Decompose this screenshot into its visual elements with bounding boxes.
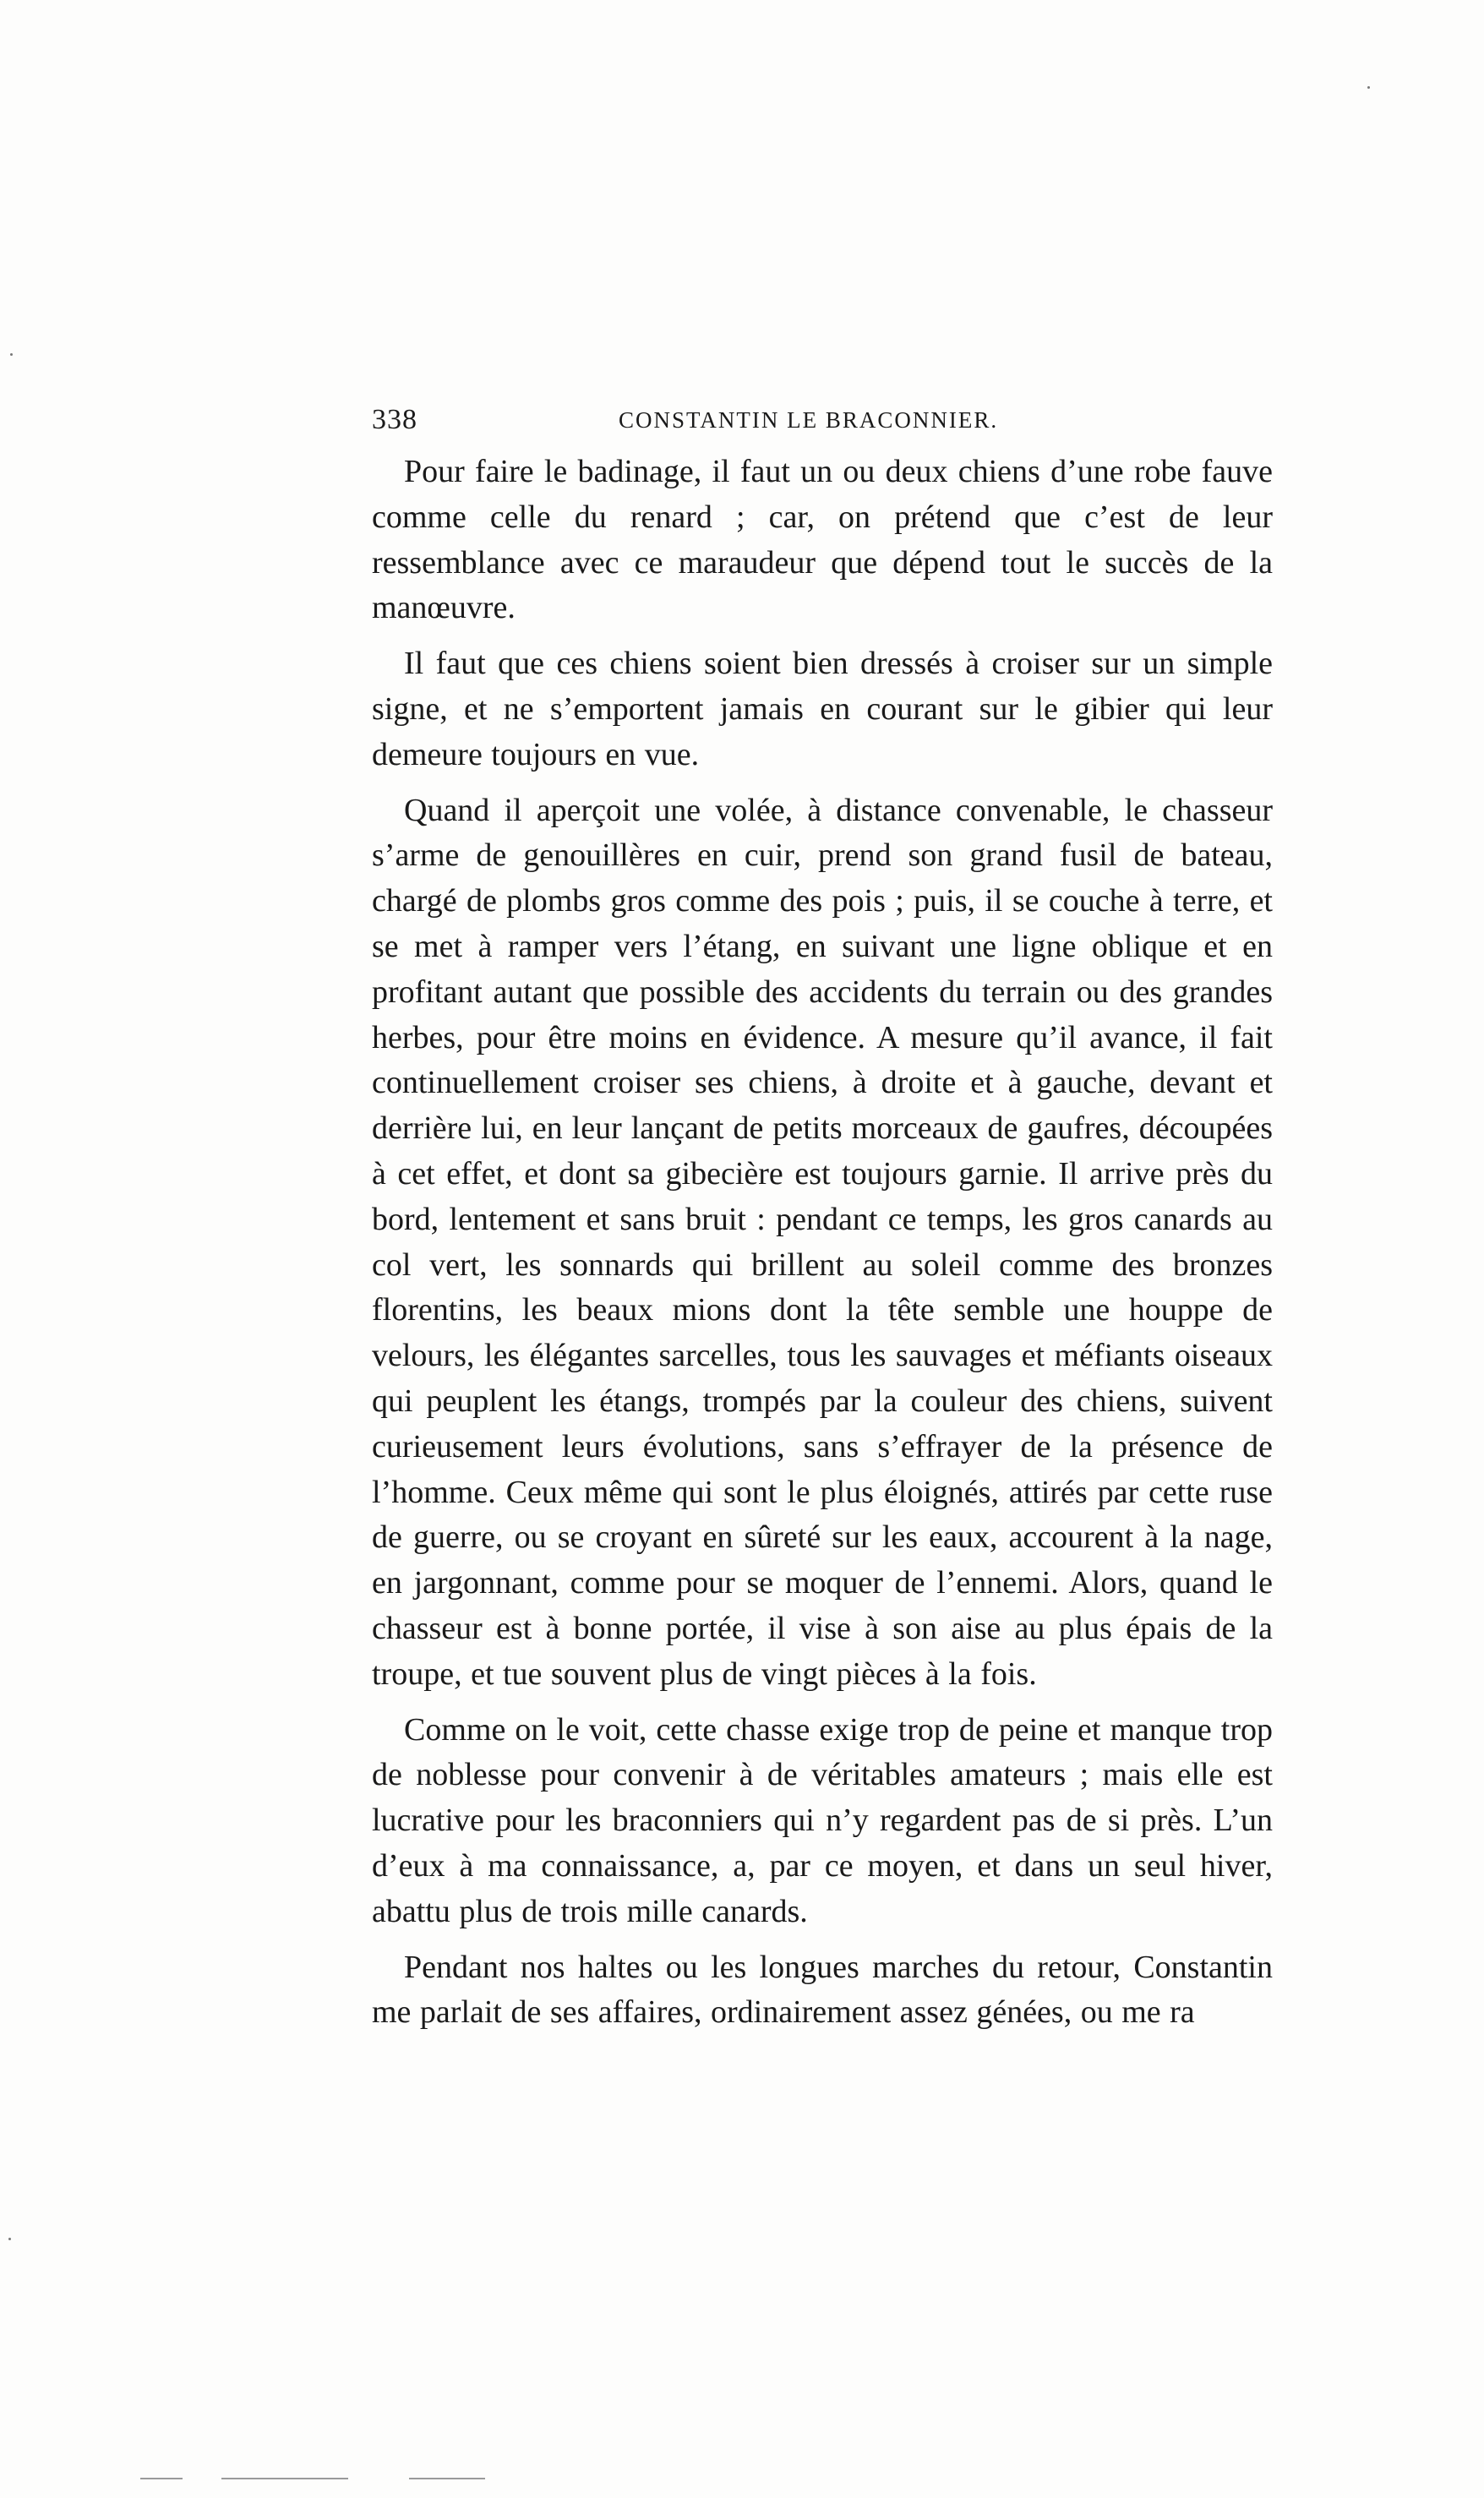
paragraph: Il faut que ces chiens soient bien dressés à croiser sur un simple signe, et ne s’emportent jamais en courant sur le gibier qui leur demeure toujours en vue. — [372, 646, 1273, 772]
scan-speck — [10, 353, 13, 356]
scan-edge-mark — [409, 2478, 485, 2479]
paragraph: Quand il aperçoit une volée, à distance convenable, le chasseur s’arme de genouillères en cuir, prend son grand fusil de bateau, chargé de plombs gros comme des pois ; puis, il se couche à terre, et se met à ramper vers l’étang, en suivant une ligne oblique et en profitant autant que possible des accidents du terrain ou des grandes herbes, pour être moins en évidence. A mesure qu’il avance, il fait continuellement croiser ses chiens, à droite et à gauche, devant et derrière lui, en leur lançant de petits morceaux de gaufres, découpées à cet effet, et dont sa gibecière est toujours garnie. Il arrive près du bord, lentement et sans bruit : pendant ce temps, les gros canards au col vert, les sonnards qui brillent au soleil comme des bronzes florentins, les beaux mions dont la tête semble une houppe de velours, les élégantes sarcelles, tous les sauvages et méfiants oiseaux qui peuplent les étangs, trompés par la couleur des chiens, suivent curieusement leurs évolutions, sans s’effrayer de la présence de l’homme. Ceux même qui sont le plus éloignés, attirés par cette ruse de guerre, ou se croyant en sûreté sur les eaux, accourent à la nage, en jargonnant, comme pour se moquer de l’ennemi. Alors, quand le chasseur est à bonne portée, il vise à son aise au plus épais de la troupe, et tue souvent plus de vingt pièces à la fois. — [372, 792, 1273, 1692]
scan-edge-mark — [221, 2478, 348, 2479]
page-number: 338 — [372, 404, 417, 435]
body-text — [372, 450, 1273, 2036]
paragraph: Comme on le voit, cette chasse exige trop de peine et manque trop de noblesse pour convenir à de véritables amateurs ; mais elle est lucrative pour les braconniers qui n’y regardent pas de si près. L’un d’eux à ma connaissance, a, par ce moyen, et dans un seul hiver, abattu plus de trois mille canards. — [372, 1711, 1273, 1929]
running-title: CONSTANTIN LE BRACONNIER. — [619, 407, 999, 433]
page-header — [372, 404, 1273, 455]
scan-edge-mark — [140, 2478, 183, 2479]
paragraph: Pendant nos haltes ou les longues marches du retour, Constantin me parlait de ses affaires, ordinairement assez génées, ou me ra — [372, 1949, 1273, 2031]
scan-speck — [8, 2238, 11, 2240]
paragraph: Pour faire le badinage, il faut un ou deux chiens d’une robe fauve comme celle du renard ; car, on prétend que c’est de leur ressemblance avec ce maraudeur que dépend tout le succès de la manœuvre. — [372, 454, 1273, 626]
scan-speck — [1367, 86, 1370, 89]
